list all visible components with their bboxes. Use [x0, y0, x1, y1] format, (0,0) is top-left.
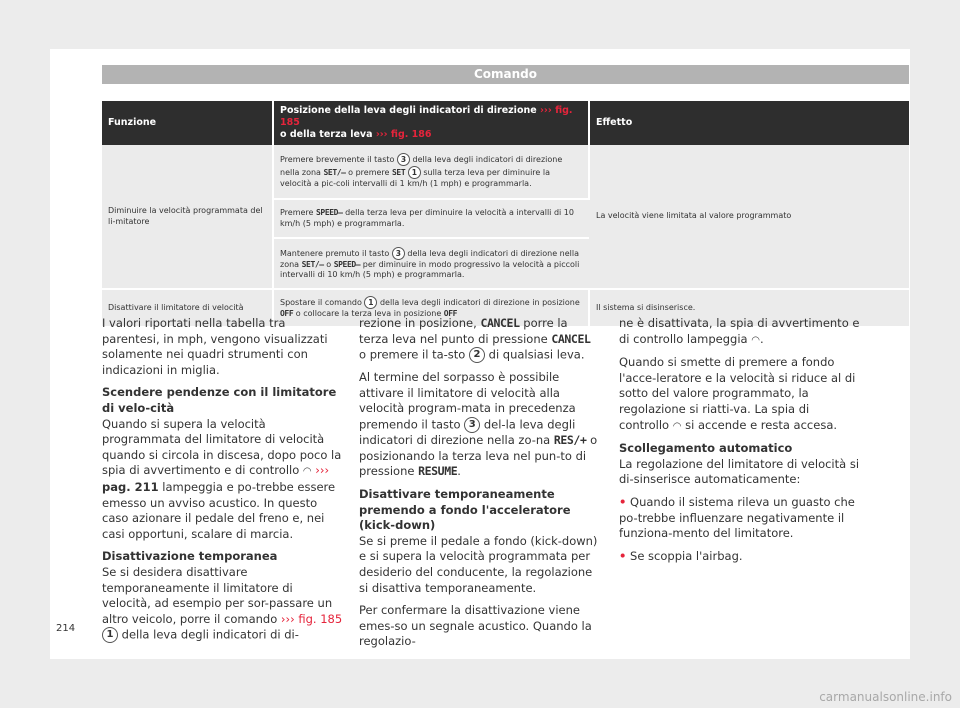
- speedometer-warning-icon: ◠: [672, 420, 682, 432]
- paragraph: Per confermare la disattivazione viene emes-so un segnale acustico. Quando la regolazio-: [359, 603, 592, 649]
- text: della terza leva per diminuire la velocità a intervalli di 10 km/h (5 mph) e programmarla.: [280, 208, 574, 228]
- bullet: •: [619, 494, 627, 509]
- paragraph: [619, 355, 860, 434]
- table-header-row: [102, 101, 909, 145]
- text: sulla terza leva per diminuire la velocità a pic-coli intervalli di 1 km/h (1 mph) e programmarla.: [280, 168, 551, 189]
- section-heading: Scollegamento automatico: [619, 441, 793, 456]
- figure-reference-link[interactable]: fig. 185: [298, 611, 343, 626]
- table-row: [102, 145, 909, 199]
- paragraph: I valori riportati nella tabella tra parentesi, in mph, vengono visualizzati solamente nei quadri strumenti con indicazioni in miglia.: [102, 316, 328, 377]
- text-column-2: [359, 316, 600, 657]
- text: Al termine del sorpasso è possibile attivare il limitatore di velocità alla velocità program-mata in precedenza premendo il tasto: [359, 370, 576, 432]
- paragraph: [359, 316, 600, 363]
- text: Spostare il comando: [280, 298, 362, 308]
- list-item: [619, 549, 860, 565]
- text: della leva degli indicatori di di-: [121, 627, 299, 642]
- row1-position-3: [273, 238, 589, 289]
- text: o premere: [348, 168, 390, 178]
- text: per diminuire in modo progressivo la velocità a piccoli intervalli di 10 km/h (5 mph) e programmarla.: [280, 259, 580, 279]
- speedometer-warning-icon: ◠: [751, 334, 760, 346]
- section-heading: Scendere pendenze con il limitatore di velo-cità: [102, 385, 337, 415]
- header-ref-fig185[interactable]: fig. 185: [280, 105, 573, 128]
- row1-position-2: [273, 199, 589, 238]
- key-label: RES/+: [553, 433, 587, 448]
- text: del-la leva degli indicatori di direzione nella zo-na: [359, 417, 576, 448]
- text: o posizionando la terza leva nel pun-to di pressione: [359, 433, 598, 479]
- text: rezione in posizione,: [359, 316, 477, 330]
- key-label: RESUME: [418, 464, 458, 479]
- header-posizione: [273, 101, 589, 145]
- paragraph: [359, 370, 600, 480]
- key-label: SET/–: [323, 168, 346, 178]
- text: Premere brevemente il tasto: [280, 155, 395, 165]
- paragraph: [102, 417, 343, 543]
- text: Quando si supera la velocità programmata del limitatore di velocità quando si circola in discesa, dopo poco la spia di avvertimento e di controllo: [102, 416, 342, 478]
- command-table: [102, 101, 909, 328]
- key-label: CANCEL: [551, 331, 591, 346]
- text: della leva degli indicatori di direzione nella zona: [280, 248, 580, 269]
- callout-number: 1: [364, 296, 377, 309]
- paragraph: La regolazione del limitatore di velocità si di-sinserisce automaticamente:: [619, 456, 860, 487]
- paragraph: [102, 565, 343, 643]
- text-column-3: [619, 316, 860, 571]
- section-banner: Comando: [102, 65, 909, 84]
- row1-funzione: Diminuire la velocità programmata del li-mitatore: [102, 145, 273, 289]
- text: si accende e resta accesa.: [685, 417, 838, 432]
- text-column-1: [102, 316, 343, 650]
- speedometer-warning-icon: ◠: [302, 466, 312, 478]
- page-number: 214: [56, 623, 76, 634]
- text: o collocare la terza leva in posizione: [295, 309, 442, 319]
- text: .: [759, 331, 764, 346]
- callout-number: 2: [469, 347, 485, 363]
- callout-number: 3: [464, 417, 480, 433]
- header-posizione-b: o della terza leva: [280, 129, 373, 140]
- key-label: OFF: [280, 309, 294, 319]
- header-ref-arrow-a: ›››: [540, 105, 552, 116]
- row1-position-1: [273, 145, 589, 199]
- header-effetto: Effetto: [589, 101, 909, 145]
- manual-page: [50, 49, 910, 659]
- header-posizione-a: Posizione della leva degli indicatori di direzione: [280, 105, 537, 116]
- header-funzione: Funzione: [102, 101, 273, 145]
- key-label: CANCEL: [480, 316, 520, 330]
- section-heading: Disattivare temporaneamente premendo a fondo l'acceleratore (kick-down): [359, 486, 571, 533]
- header-ref-arrow-b: ›››: [375, 129, 388, 140]
- callout-number: 1: [408, 166, 421, 179]
- text: di qualsiasi leva.: [488, 347, 585, 362]
- paragraph: Se si preme il pedale a fondo (kick-down) e si supera la velocità programmata per desiderio del conducente, la regolazione si disattiva temporaneamente.: [359, 533, 598, 595]
- key-label: SPEED–: [316, 208, 343, 217]
- text: Se scoppia l'airbag.: [630, 548, 743, 563]
- text: porre la terza leva nel punto di pressione: [359, 316, 568, 346]
- key-label: SET: [392, 168, 406, 178]
- text: .: [457, 464, 461, 479]
- text: della leva degli indicatori di direzione in posizione: [379, 298, 580, 308]
- callout-number: 3: [397, 153, 410, 166]
- text: Premere: [280, 208, 314, 217]
- row1-effetto: La velocità viene limitata al valore programmato: [589, 145, 909, 289]
- text: della leva degli indicatori di direzione nella zona: [280, 155, 563, 178]
- row2-funzione: Disattivare il limitatore di velocità: [102, 289, 273, 327]
- callout-number: 3: [392, 247, 405, 260]
- text: o premere il ta-sto: [359, 347, 466, 362]
- text: Quando il sistema rileva un guasto che po-trebbe influenzare negativamente il funziona-mento del limitatore.: [619, 494, 855, 541]
- bullet: •: [619, 548, 627, 563]
- key-label: SET/–: [301, 259, 324, 269]
- row2-effetto: Il sistema si disinserisce.: [589, 289, 909, 327]
- ref-arrow: ›››: [280, 611, 295, 626]
- header-ref-fig186[interactable]: fig. 186: [390, 129, 432, 140]
- text: Mantenere premuto il tasto: [280, 248, 390, 258]
- key-label: SPEED–: [333, 259, 361, 269]
- paragraph: [619, 316, 860, 348]
- text: lampeggia e po-trebbe essere emesso un avviso acustico. In questo caso azionare il pedale del freno e, nei casi opportuni, scalare di marcia.: [102, 479, 336, 541]
- text: Quando si smette di premere a fondo l'acce-leratore e la velocità si riduce al di sotto del valore programmato, la regolazione si riatti-va. La spia di controllo: [619, 355, 856, 432]
- callout-number: 1: [102, 627, 118, 643]
- key-label: OFF: [443, 309, 458, 319]
- section-heading: Disattivazione temporanea: [102, 549, 278, 564]
- text: Se si desidera disattivare temporaneamente il limitatore di velocità, ad esempio per sor-passare un altro veicolo, porre il comando: [102, 564, 333, 626]
- text: ne è disattivata, la spia di avvertimento e di controllo lampeggia: [619, 316, 860, 346]
- list-item: [619, 495, 860, 542]
- page-reference-link[interactable]: pag. 211: [102, 479, 159, 494]
- text: o: [326, 259, 332, 269]
- watermark: carmanualsonline.info: [819, 690, 952, 704]
- ref-arrow: ›››: [315, 463, 330, 478]
